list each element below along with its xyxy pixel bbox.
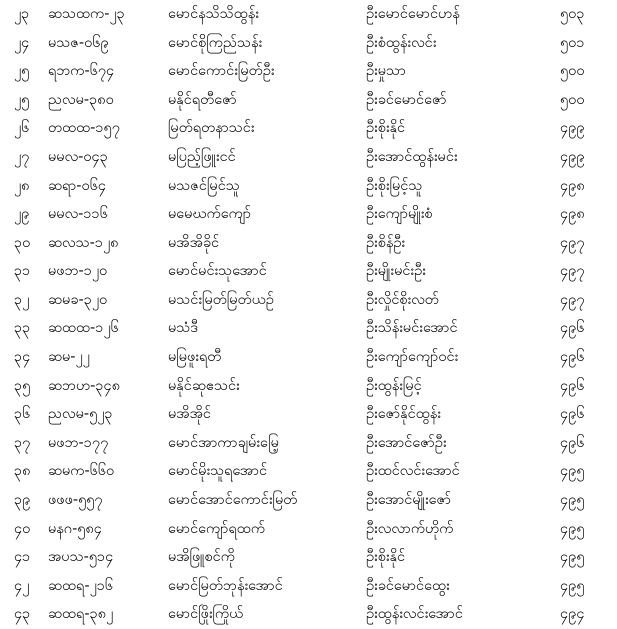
total-marks: ၄၉၅ [560, 520, 585, 537]
roll-number: ဆမ-၂၂ [48, 349, 90, 366]
table-row [0, 29, 617, 58]
total-marks: ၄၉၆ [560, 406, 585, 423]
row-number: ၃၂ [14, 291, 30, 308]
father-name: ဦးထွန်းမြင့် [366, 377, 422, 394]
student-name: မောင်မင်းသုအောင် [168, 263, 267, 280]
row-number: ၂၅ [14, 91, 30, 108]
table-row [0, 86, 617, 115]
table-row [0, 458, 617, 487]
table-row [0, 257, 617, 286]
table-row [0, 172, 617, 201]
student-name: မြတ်ရတနာသင်း [168, 120, 255, 137]
roll-number: မနဂ-၅၈၄ [48, 520, 102, 537]
table-row [0, 543, 617, 572]
student-name: မောင်ဖြိုးကြိုယ် [168, 606, 244, 623]
total-marks: ၄၉၈ [560, 177, 585, 194]
table-row [0, 229, 617, 258]
roll-number: ရဘက-၆၇၄ [48, 63, 115, 80]
table-row [0, 400, 617, 429]
student-name: မောင်အောင်ကောင်းမြတ် [168, 492, 298, 509]
student-name: မပြည့်ဖြူးငင် [168, 148, 236, 165]
father-name: ဦးအောင်ဇော်ဦး [366, 434, 447, 451]
father-name: ဦးသိန်းမင်းအောင် [366, 320, 458, 337]
student-name: မအိအိုင် [168, 406, 211, 423]
father-name: ဦးထင်လင်းအောင် [366, 463, 460, 480]
father-name: ဦးမှုသာ [366, 63, 406, 80]
row-number: ၃၁ [14, 263, 31, 280]
student-name: မသဇင်မြင်သူ [168, 177, 240, 194]
table-row [0, 600, 617, 629]
row-number: ၂၄ [14, 34, 30, 51]
student-name: မောင်ကျော်ရထက် [168, 520, 266, 537]
table-row [0, 372, 617, 401]
total-marks: ၄၉၉ [560, 148, 585, 165]
student-name: မောင်ကောင်းမြတ်ဦး [168, 63, 275, 80]
table-row [0, 572, 617, 601]
father-name: ဦးစံထွန်းလင်း [366, 34, 437, 51]
student-name: မနိုင်ရတီဇော် [168, 91, 237, 108]
roll-number: ဆထရ-၃၈၂ [48, 606, 114, 623]
table-row [0, 114, 617, 143]
table-row [0, 143, 617, 172]
row-number: ၄၀ [14, 520, 31, 537]
total-marks: ၅၀၀ [560, 91, 585, 108]
father-name: ဦးခင်မောင်ထွေး [366, 577, 450, 594]
roll-number: ဆထရ-၂၁၆ [48, 577, 114, 594]
total-marks: ၄၉၅ [560, 549, 585, 566]
total-marks: ၄၉၈ [560, 206, 585, 223]
table-row [0, 0, 617, 29]
student-name: မောင်နသိသိထွန်း [168, 5, 259, 22]
row-number: ၂၅ [14, 63, 30, 80]
total-marks: ၄၉၆ [560, 320, 585, 337]
row-number: ၂၉ [14, 206, 30, 223]
student-name: မသင်းမြတ်မြတ်ယဉ် [168, 291, 274, 308]
row-number: ၄၂ [14, 577, 30, 594]
row-number: ၃၈ [14, 463, 31, 480]
row-number: ၃၃ [14, 320, 31, 337]
father-name: ဦးကျော်ကျော်ဝင်း [366, 349, 459, 366]
roll-number: မမလ-၁၁၆ [48, 206, 108, 223]
roll-number: မဖဘ-၁၇၇ [48, 434, 109, 451]
row-number: ၂၇ [14, 148, 30, 165]
father-name: ဦးကျော်မျိုးစံ [366, 206, 433, 223]
roll-number: ဆထထ-၁၂၆ [48, 320, 119, 337]
student-name: မအိအိခိုင် [168, 234, 220, 251]
father-name: ဦးလှိုင်စိုးလတ် [366, 291, 439, 308]
row-number: ၃၀ [14, 234, 31, 251]
total-marks: ၄၉၄ [560, 606, 585, 623]
student-name: မောင်အာကာချမ်းမြေ့ [168, 434, 279, 451]
total-marks: ၄၉၇ [560, 263, 585, 280]
row-number: ၃၉ [14, 492, 31, 509]
row-number: ၄၃ [14, 606, 31, 623]
table-row [0, 57, 617, 86]
father-name: ဦးအောင်မျိုးဇော် [366, 492, 452, 509]
row-number: ၂၆ [14, 120, 30, 137]
total-marks: ၄၉၆ [560, 349, 585, 366]
table-row [0, 343, 617, 372]
total-marks: ၄၉၅ [560, 463, 585, 480]
father-name: ဦးခင်မောင်ဇော် [366, 91, 447, 108]
student-name: မောင်မြတ်ဘုန်းအောင် [168, 577, 283, 594]
row-number: ၃၄ [14, 349, 31, 366]
father-name: ဦးစိုးမြင့်သူ [366, 177, 423, 194]
total-marks: ၅၀၃ [560, 5, 585, 22]
father-name: ဦးလလာက်ဟိုက် [366, 520, 454, 537]
student-name: မောင်မိုးသူရအောင် [168, 463, 268, 480]
student-name: မောင်စိုကြည်သန်း [168, 34, 263, 51]
table-row [0, 486, 617, 515]
row-number: ၂၈ [14, 177, 30, 194]
student-name: မမေဃက်ကျော် [168, 206, 252, 223]
father-name: ဦးဇော်နိုင်ထွန်း [366, 406, 441, 423]
father-name: ဦးစိုးနိုင် [366, 549, 406, 566]
table-row [0, 286, 617, 315]
roll-number: ဖဖဖ-၅၅၇ [48, 492, 103, 509]
total-marks: ၄၉၅ [560, 577, 585, 594]
student-name: မအိဖြူစင်ကို [168, 549, 235, 566]
father-name: ဦးမောင်မောင်ဟန် [366, 5, 460, 22]
row-number: ၃၅ [14, 377, 31, 394]
roll-number: ဆလသ-၁၂၈ [48, 234, 119, 251]
father-name: ဦးထွန်းလင်းအောင် [366, 606, 463, 623]
roll-number: တထထ-၁၅၇ [48, 120, 120, 137]
total-marks: ၄၉၅ [560, 492, 585, 509]
row-number: ၄၁ [14, 549, 31, 566]
row-number: ၃၆ [14, 406, 31, 423]
roll-number: ဆသထက-၂၃ [48, 5, 125, 22]
roll-number: မမလ-၀၄၃ [48, 148, 108, 165]
student-name: မမြဖူးရတီ [168, 349, 222, 366]
student-name: မသံဒီ [168, 320, 198, 337]
total-marks: ၄၉၆ [560, 434, 585, 451]
roll-number: ဆမက-၆၆၀ [48, 463, 115, 480]
roll-number: ဆဘဟ-၃၄၈ [48, 377, 120, 394]
father-name: ဦးစိုးနိုင် [366, 120, 406, 137]
table-row [0, 200, 617, 229]
total-marks: ၄၉၆ [560, 377, 585, 394]
father-name: ဦးစိန်ဦး [366, 234, 406, 251]
roll-number: ညလမ-၃၈၀ [48, 91, 114, 108]
roll-number: ဆမခ-၃၂၀ [48, 291, 108, 308]
student-name: မနိုင်ဆုဧသင်း [168, 377, 240, 394]
total-marks: ၄၉၉ [560, 120, 585, 137]
total-marks: ၄၉၇ [560, 291, 585, 308]
father-name: ဦးမျိုးမင်းဦး [366, 263, 426, 280]
father-name: ဦးအောင်ထွန်းမင်း [366, 148, 458, 165]
table-row [0, 429, 617, 458]
table-row [0, 315, 617, 344]
roll-number: အပသ-၅၁၄ [48, 549, 114, 566]
row-number: ၂၃ [14, 5, 30, 22]
table-row [0, 515, 617, 544]
total-marks: ၅၀၀ [560, 63, 585, 80]
total-marks: ၄၉၇ [560, 234, 585, 251]
roll-number: ဆရာ-၀၆၄ [48, 177, 107, 194]
total-marks: ၅၀၁ [560, 34, 585, 51]
roll-number: ညလမ-၅၂၃ [48, 406, 113, 423]
roll-number: မသဇ-၀၆၉ [48, 34, 109, 51]
roll-number: မဖဘ-၁၂၀ [48, 263, 108, 280]
row-number: ၃၇ [14, 434, 31, 451]
